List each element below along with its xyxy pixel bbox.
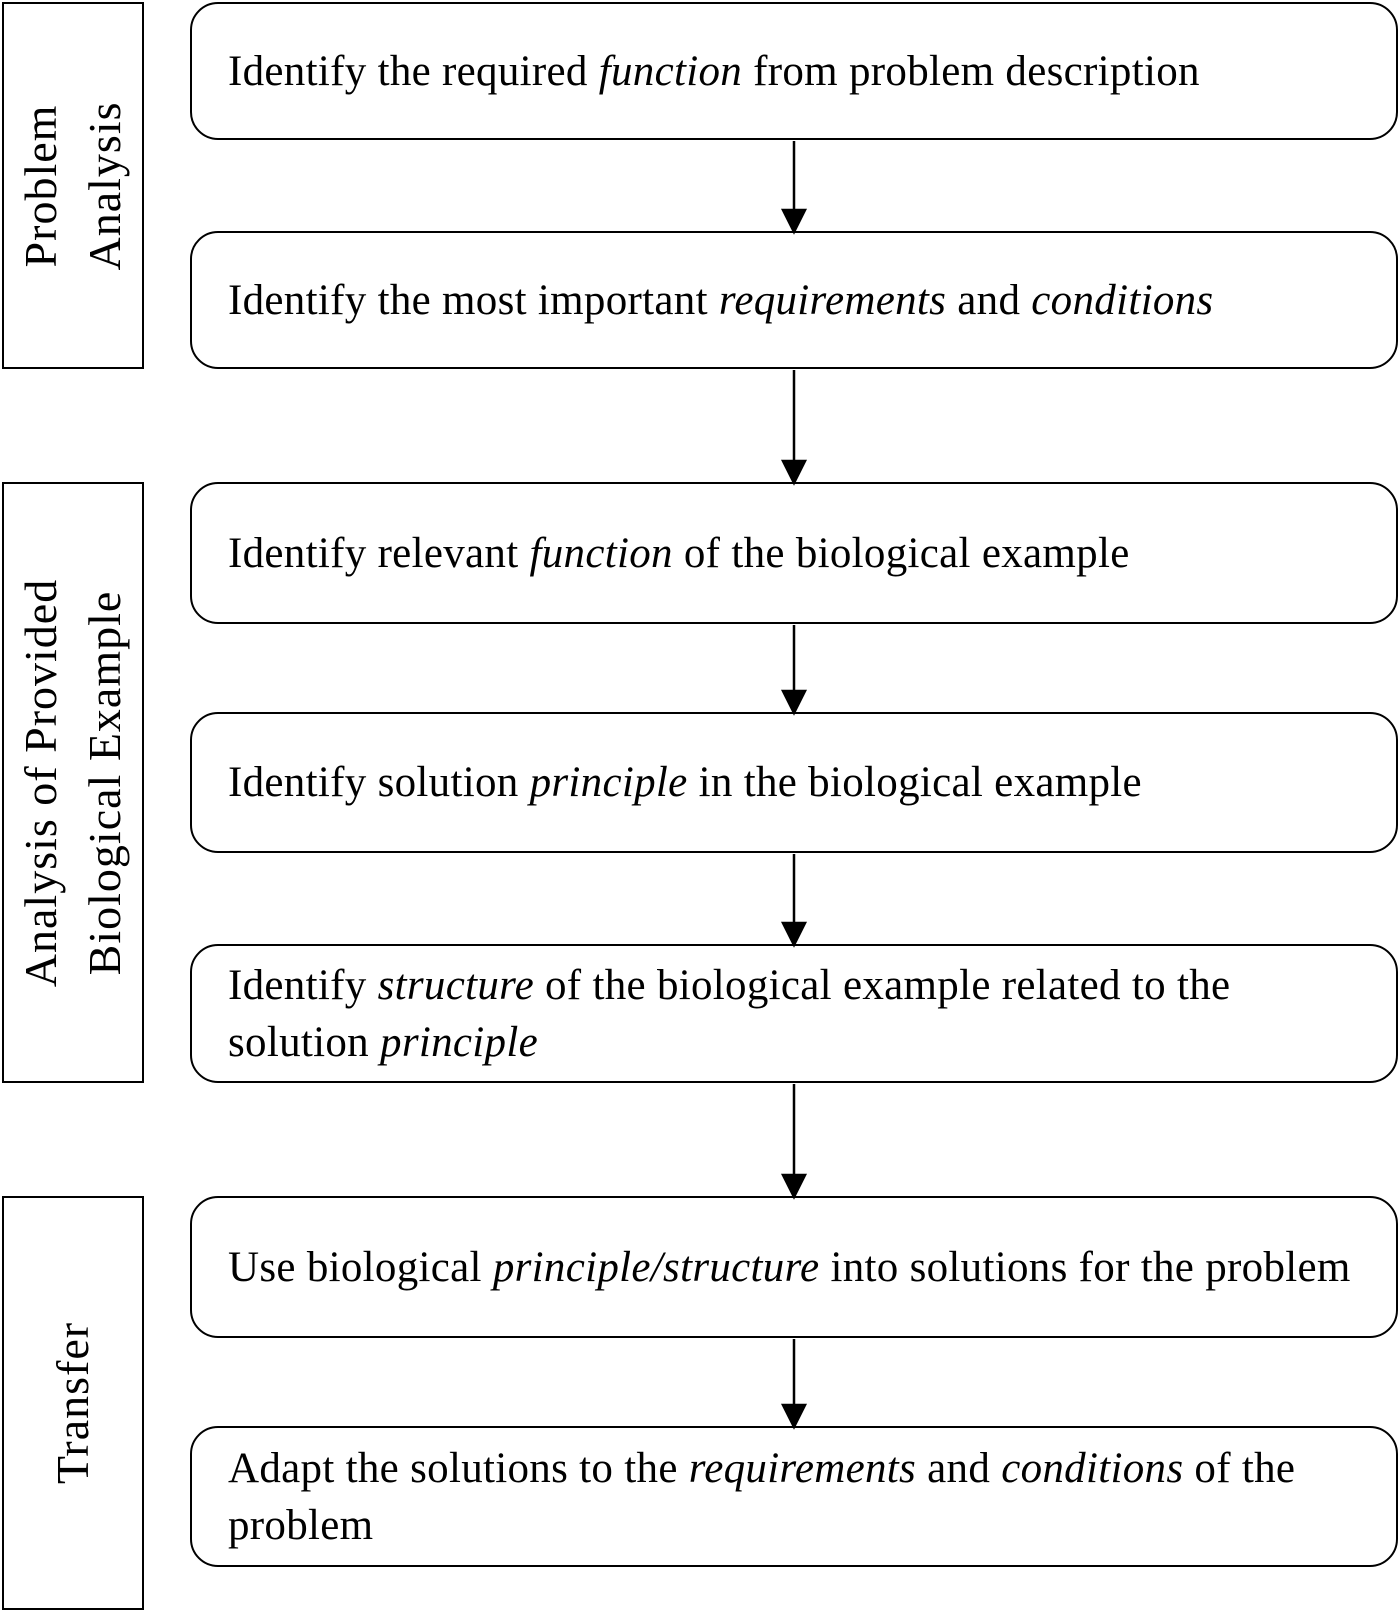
arrow-down-icon — [783, 370, 805, 483]
phase-label-line: Biological Example — [79, 590, 130, 975]
step-identify-solution-principle — [190, 712, 1398, 853]
step-text: Identify solution principle in the biological example — [228, 759, 1142, 806]
step-text: Identify the most important requirements and conditions — [228, 276, 1214, 324]
step-text: Identify relevant function of the biological example — [228, 529, 1130, 577]
step-text: Identify structure of the biological example related to the solution principle — [228, 961, 1231, 1066]
step-identify-function — [190, 2, 1398, 140]
arrow-down-icon — [783, 625, 805, 713]
phase-label-line: Problem — [15, 104, 66, 267]
arrow-down-icon — [783, 1084, 805, 1197]
phase-analysis-biological-example — [2, 482, 144, 1083]
step-use-biological-principle — [190, 1196, 1398, 1338]
step-identify-biological-function — [190, 482, 1398, 624]
phase-transfer — [2, 1196, 144, 1610]
phase-label — [9, 578, 137, 986]
step-identify-structure — [190, 944, 1398, 1083]
arrow-down-icon — [783, 1339, 805, 1427]
arrow-down-icon — [783, 141, 805, 232]
phase-problem-analysis — [2, 2, 144, 369]
phase-label — [9, 101, 137, 270]
step-text: Use biological principle/structure into solutions for the problem — [228, 1243, 1351, 1291]
step-adapt-solutions — [190, 1426, 1398, 1567]
step-text: Identify the required function from problem description — [228, 47, 1200, 95]
phase-label-line: Analysis — [79, 101, 130, 270]
arrow-down-icon — [783, 854, 805, 945]
phase-label-line: Analysis of Provided — [15, 578, 66, 987]
phase-label-line: Transfer — [47, 1321, 98, 1485]
step-text: Adapt the solutions to the requirements and conditions of the problem — [228, 1444, 1296, 1549]
step-identify-requirements — [190, 231, 1398, 369]
phase-label — [41, 1322, 105, 1484]
